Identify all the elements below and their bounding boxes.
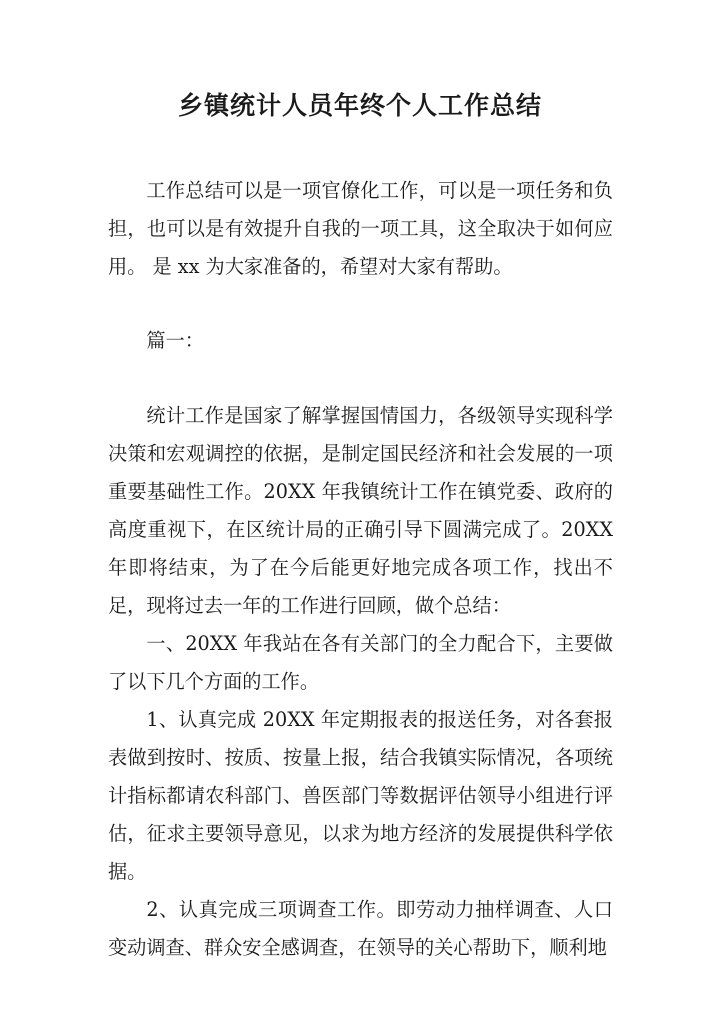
- body-text: [108, 397, 613, 967]
- paragraph: 一、20XX 年我站在各有关部门的全力配合下，主要做了以下几个方面的工作。: [108, 632, 613, 693]
- paragraph: 2、认真完成三项调查工作。即劳动力抽样调查、人口变动调查、群众安全感调查，在领导的关心帮助下，顺利地: [108, 898, 613, 959]
- paragraph: 1、认真完成 20XX 年定期报表的报送任务，对各套报表做到按时、按质、按量上报，结合我镇实际情况，各项统计指标都请农科部门、兽医部门等数据评估领导小组进行评估，征求主要领导意见，以求为地方经济的发展提供科学依据。: [108, 708, 613, 883]
- paragraph: 统计工作是国家了解掌握国情国力，各级领导实现科学决策和宏观调控的依据，是制定国民经济和社会发展的一项重要基础性工作。20XX 年我镇统计工作在镇党委、政府的高度重视下，在区统计局的正确引导下圆满完成了。20XX 年即将结束，为了在今后能更好地完成各项工作，找出不足，现将过去一年的工作进行回顾，做个总结：: [108, 404, 613, 617]
- document-title: 乡镇统计人员年终个人工作总结: [177, 91, 542, 120]
- section-label: 篇一：: [146, 329, 204, 352]
- intro-paragraph: 工作总结可以是一项官僚化工作，可以是一项任务和负担，也可以是有效提升自我的一项工具，这全取决于如何应用。 是 xx 为大家准备的，希望对大家有帮助。: [108, 179, 613, 278]
